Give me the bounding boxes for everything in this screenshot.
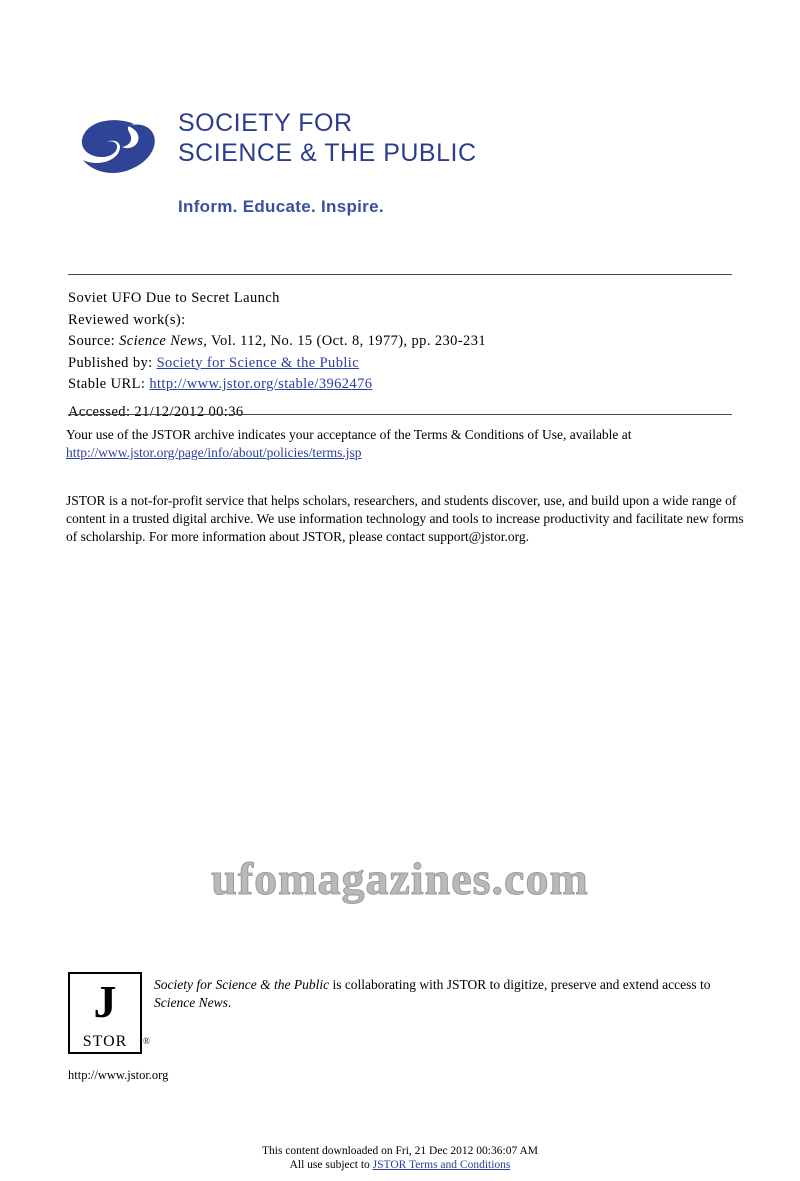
registered-trademark-icon: ® <box>143 1036 150 1046</box>
divider-middle <box>68 414 732 415</box>
jstor-logo-word: STOR <box>82 1033 128 1050</box>
publisher-logo <box>68 108 488 223</box>
download-notice-prefix: All use subject to <box>289 1159 373 1171</box>
citation-block <box>68 288 748 423</box>
jstor-url: http://www.jstor.org <box>68 1068 169 1082</box>
terms-block <box>66 426 746 546</box>
divider-top <box>68 274 732 275</box>
collaboration-end: . <box>227 995 232 1010</box>
collaboration-statement <box>154 976 754 1012</box>
jstor-terms-link[interactable]: JSTOR Terms and Conditions <box>372 1159 511 1171</box>
publisher-tagline: Inform. Educate. Inspire. <box>178 197 384 216</box>
publisher-logo-line2: SCIENCE & THE PUBLIC <box>178 139 477 167</box>
publisher-logo-line1: SOCIETY FOR <box>178 109 353 137</box>
stable-url-line <box>68 374 748 396</box>
stable-url-link[interactable]: http://www.jstor.org/stable/3962476 <box>149 376 373 392</box>
publisher-link[interactable]: Society for Science & the Public <box>156 354 360 371</box>
jstor-logo-glyph: J <box>93 976 117 1027</box>
source-label: Source: <box>68 333 116 349</box>
download-notice-line2 <box>0 1158 800 1172</box>
accessed-label: Accessed: <box>68 403 131 420</box>
watermark: ufomagazines.com <box>211 853 589 904</box>
accessed-line <box>68 402 748 424</box>
source-line <box>68 331 748 353</box>
terms-paragraph-2-line3: of scholarship. For more information about JSTOR, please contact support@jstor.org. <box>66 529 529 544</box>
published-by-line <box>68 353 748 375</box>
terms-paragraph-2 <box>66 492 756 546</box>
accessed-value: 21/12/2012 00:36 <box>134 403 244 420</box>
terms-paragraph-2-line1: JSTOR is a not-for-profit service that helps scholars, researchers, and students discover, use, and build upon a wide range of <box>66 493 737 508</box>
collaboration-publisher: Society for Science & the Public <box>154 977 330 992</box>
publisher-logo-text <box>178 108 477 168</box>
terms-paragraph-1 <box>66 426 746 462</box>
jstor-logo-icon <box>68 972 142 1054</box>
collaboration-journal: Science News <box>154 995 228 1010</box>
download-notice <box>0 1144 800 1172</box>
terms-paragraph-1-text: Your use of the JSTOR archive indicates your acceptance of the Terms & Conditions of Use, available at <box>66 427 632 442</box>
swirl-logo-icon <box>76 116 164 178</box>
download-notice-line1: This content downloaded on Fri, 21 Dec 2012 00:36:07 AM <box>262 1145 538 1157</box>
terms-paragraph-2-line2: content in a trusted digital archive. We use information technology and tools to increase productivity and facilitate new forms <box>66 511 744 526</box>
reviewed-works: Reviewed work(s): <box>68 311 186 328</box>
source-rest: , Vol. 112, No. 15 (Oct. 8, 1977), pp. 230-231 <box>203 333 486 349</box>
collaboration-text: is collaborating with JSTOR to digitize, preserve and extend access to <box>329 977 711 992</box>
terms-link[interactable]: http://www.jstor.org/page/info/about/policies/terms.jsp <box>66 445 362 460</box>
article-title: Soviet UFO Due to Secret Launch <box>68 290 280 306</box>
source-journal: Science News <box>119 333 204 349</box>
published-by-label: Published by: <box>68 354 153 371</box>
stable-url-label: Stable URL: <box>68 376 146 392</box>
